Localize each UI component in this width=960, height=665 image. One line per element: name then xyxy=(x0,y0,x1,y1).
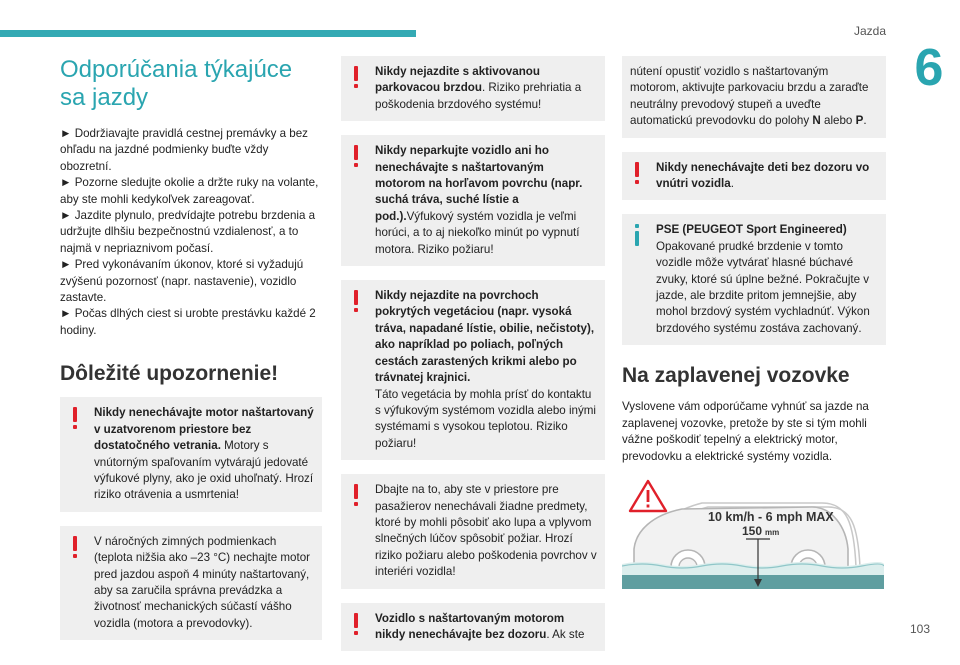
hazard-triangle-icon xyxy=(630,481,666,511)
warning-box xyxy=(341,603,605,652)
warning-box xyxy=(341,474,605,588)
warning-body: alebo xyxy=(820,114,856,128)
warning-text xyxy=(630,160,878,193)
recommendation-item: ► Dodržiavajte pravidlá cestnej premávky a bez ohľadu na jazdné podmienky buďte vždy obozretní. xyxy=(60,127,308,173)
warning-text xyxy=(349,288,597,452)
warning-body: . xyxy=(863,114,867,128)
warning-body: . xyxy=(730,177,734,191)
warning-box xyxy=(60,526,322,640)
warning-icon xyxy=(354,66,358,88)
flooded-road-text: Vyslovene vám odporúčame vyhnúť sa jazde na zaplavenej vozovke, pretože by ste si tým mohli vážne poškodiť tepelný a elektrický motor, prevodovku a elektrické systémy vozidla. xyxy=(622,400,869,463)
column-2 xyxy=(341,56,605,665)
warning-icon xyxy=(354,484,358,506)
important-warning-heading: Dôležité upozornenie! xyxy=(60,362,279,386)
warning-bold: Nikdy nejazdite na povrchoch pokrytých vegetáciou (napr. vysoká tráva, napadané lístie, obilie, nečistoty), ako napríklad po poliach, poľných cestách zarastených krikmi alebo po trávnatej krajnici. xyxy=(375,289,595,385)
warning-box xyxy=(622,152,886,201)
warning-bold: Nikdy nenechávajte deti bez dozoru vo vnútri vozidla xyxy=(656,160,870,191)
warning-continued-text xyxy=(630,64,878,130)
warning-body: . Riziko prehriatia a poškodenia brzdového systému! xyxy=(375,81,582,111)
warning-text: V náročných zimných podmienkach (teplota nižšia ako –23 °C) nechajte motor pred jazdou aspoň 4 minúty naštartovaný, aby sa zaručila správna prevádzka a životnosť mechanických súčastí vášho vozidla (motora a prevodovky). xyxy=(94,534,311,630)
warning-box xyxy=(341,280,605,460)
section-title: Jazda xyxy=(853,24,886,38)
column-3 xyxy=(622,56,886,589)
continued-warning-box xyxy=(622,56,886,138)
warning-icon xyxy=(635,162,639,184)
warning-icon xyxy=(354,613,358,635)
flooded-road-illustration xyxy=(622,479,884,589)
warning-icon xyxy=(354,145,358,167)
warning-text xyxy=(349,611,597,644)
warning-icon xyxy=(73,407,77,429)
warning-bold: Nikdy nejazdite s aktivovanou parkovacou brzdou xyxy=(375,65,540,95)
gear-n-label: N xyxy=(812,114,821,128)
warning-text xyxy=(349,64,597,113)
flooded-road-illustration-svg xyxy=(622,479,884,589)
recommendation-item: ► Jazdite plynulo, predvídajte potrebu brzdenia a udržujte dlhšiu bezpečnostnú vzdialenosť, a to najmä v nepriaznivom počasí. xyxy=(60,209,316,255)
warning-icon xyxy=(73,536,77,558)
depth-unit: mm xyxy=(765,527,780,537)
water-surface-icon xyxy=(622,562,884,589)
warning-body: Táto vegetácia by mohla prísť do kontaktu s výfukovým systémom vozidla alebo inými systémami s vysokou teplotou. Riziko požiaru! xyxy=(375,387,596,450)
gear-p-label: P xyxy=(855,114,864,128)
warning-box xyxy=(341,56,605,121)
warning-body: Motory s vnútorným spaľovaním vytvárajú jedovaté výfukové plyny, ako je oxid uhoľnatý. Hrozí riziko otrávenia a usmrtenia! xyxy=(94,439,314,502)
depth-value: 150 xyxy=(742,523,763,538)
warning-icon xyxy=(354,290,358,312)
warning-body: Výfukový systém vozidla je veľmi horúci, a to aj niekoľko minút po vypnutí motora. Riziko požiaru! xyxy=(375,209,580,256)
info-icon xyxy=(635,224,639,246)
recommendation-list xyxy=(60,126,322,339)
warning-bold: Vozidlo s naštartovaným motorom nikdy nenechávajte bez dozoru xyxy=(375,611,565,641)
warning-text xyxy=(68,405,314,503)
warning-box xyxy=(341,135,605,266)
recommendation-item: ► Pozorne sledujte okolie a držte ruky na volante, aby ste mohli kedykoľvek zareagovať. xyxy=(60,176,319,206)
warning-text: Dbajte na to, aby ste v priestore pre pasažierov nenechávali žiadne predmety, ktoré by mohli pôsobiť ako lupa a vplyvom slnečných lúčov spôsobiť požiar. Hrozí riziko požiaru alebo poškodenia povrchov v interiéri vozidla! xyxy=(375,483,597,579)
column-1 xyxy=(60,50,322,654)
driving-recommendations-heading: Odporúčania týkajúce sa jazdy xyxy=(60,56,293,111)
speed-limit-label: 10 km/h - 6 mph MAX xyxy=(708,509,834,524)
page-number: 103 xyxy=(909,622,930,636)
header-accent-bar xyxy=(0,30,416,37)
info-bold: PSE (PEUGEOT Sport Engineered) xyxy=(656,223,847,237)
chapter-number: 6 xyxy=(914,39,944,97)
info-text xyxy=(630,222,878,337)
flooded-road-heading: Na zaplavenej vozovke xyxy=(622,364,850,388)
recommendation-item: ► Počas dlhých ciest si urobte prestávku každé 2 hodiny. xyxy=(60,307,316,337)
recommendation-item: ► Pred vykonávaním úkonov, ktoré si vyžadujú zvýšenú pozornosť (napr. nastavenie), vozidlo zastavte. xyxy=(60,258,304,305)
warning-bold: Nikdy neparkujte vozidlo ani ho nenechávajte s naštartovaným motorom na horľavom povrchu (napr. suchá tráva, suché lístie a pod.). xyxy=(375,144,583,223)
info-box xyxy=(622,214,886,345)
info-body: Opakované prudké brzdenie v tomto vozidle môže vytvárať hlasné búchavé zvuky, ktoré sú úplne bežné. Pokračujte v jazde, ale brzdite pritom jemnejšie, aby mohol brzdový systém vychladnúť. Výkon brzdového systému zostáva zachovaný. xyxy=(656,239,870,335)
warning-body: nútení opustiť vozidlo s naštartovaným motorom, aktivujte parkovaciu brzdu a zaraďte neutrálny prevodový stupeň a uveďte automatickú prevodovku do polohy xyxy=(630,65,869,128)
warning-body: . Ak ste xyxy=(546,627,585,641)
warning-box xyxy=(60,397,322,511)
warning-text xyxy=(349,143,597,258)
warning-bold: Nikdy nenechávajte motor naštartovaný v uzatvorenom priestore bez dostatočného vetrania. xyxy=(94,406,314,453)
